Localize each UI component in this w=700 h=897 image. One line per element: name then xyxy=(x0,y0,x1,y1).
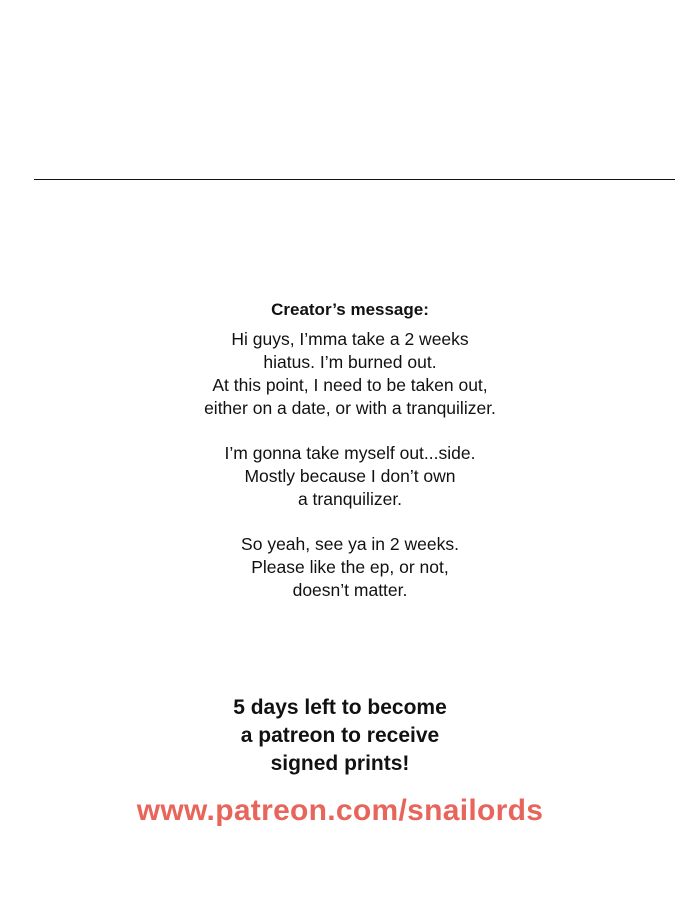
message-line: Please like the ep, or not, xyxy=(251,557,449,577)
message-paragraph-1 xyxy=(0,328,700,420)
message-line: hiatus. I’m burned out. xyxy=(263,352,437,372)
patreon-promo xyxy=(0,694,680,778)
creator-message xyxy=(0,298,700,624)
message-line: doesn’t matter. xyxy=(292,580,408,600)
promo-line: signed prints! xyxy=(270,752,410,775)
divider-line xyxy=(34,179,675,180)
message-line: So yeah, see ya in 2 weeks. xyxy=(241,534,459,554)
message-paragraph-2 xyxy=(0,442,700,511)
message-line: a tranquilizer. xyxy=(297,489,403,509)
message-paragraph-3 xyxy=(0,533,700,602)
message-line: either on a date, or with a tranquilizer. xyxy=(204,398,496,418)
promo-line: a patreon to receive xyxy=(240,724,440,747)
message-line: At this point, I need to be taken out, xyxy=(212,375,488,395)
message-line: Hi guys, I’mma take a 2 weeks xyxy=(231,329,469,349)
patreon-link[interactable]: www.patreon.com/snailords xyxy=(136,794,544,827)
message-line: I’m gonna take myself out...side. xyxy=(224,443,476,463)
promo-line: 5 days left to become xyxy=(233,696,447,719)
message-title: Creator’s message: xyxy=(271,300,429,319)
message-line: Mostly because I don’t own xyxy=(244,466,456,486)
